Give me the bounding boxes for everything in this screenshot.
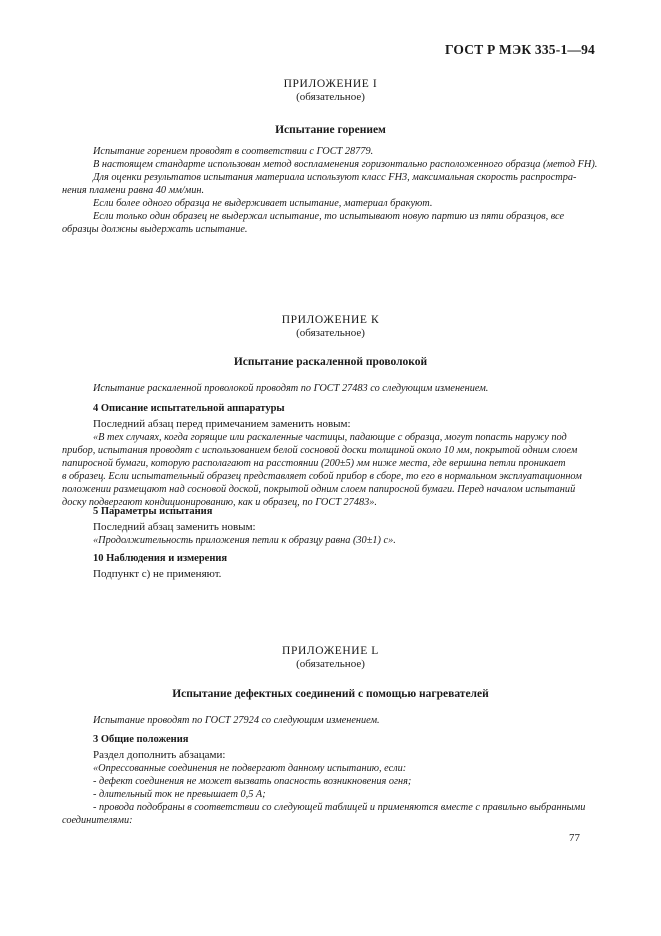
page-number: 77 bbox=[569, 832, 580, 844]
appendix-i-line: В настоящем стандарте использован метод воспламенения горизонтально расположенного образца (метод FH). bbox=[93, 159, 598, 170]
appendix-k-s4-line: прибор, испытания проводят с использованием белой сосновой доски толщиной около 10 мм, покрытой одним слоем bbox=[62, 445, 578, 456]
appendix-k-s4-line: в образец. Если испытательный образец представляет собой прибор в сборе, то его в нормальном эксплуатационном bbox=[62, 471, 582, 482]
appendix-l-heading-block bbox=[0, 645, 661, 671]
appendix-l-heading: ПРИЛОЖЕНИЕ L bbox=[282, 645, 379, 657]
appendix-i-heading-block bbox=[0, 78, 661, 104]
appendix-k-section-10-title: 10 Наблюдения и измерения bbox=[93, 553, 228, 564]
appendix-i-heading: ПРИЛОЖЕНИЕ I bbox=[283, 78, 378, 90]
appendix-l-s3-line: - дефект соединения не может вызвать опасность возникновения огня; bbox=[93, 776, 412, 787]
appendix-l-intro: Испытание проводят по ГОСТ 27924 со следующим изменением. bbox=[93, 715, 380, 726]
appendix-k-section-5-text: «Продолжительность приложения петли к образцу равна (30±1) с». bbox=[93, 535, 396, 546]
appendix-l-s3-line: соединителями: bbox=[62, 815, 133, 826]
appendix-k-s4-line: положении размещают над сосновой доской, покрытой одним слоем папиросной бумаги. Перед началом испытаний bbox=[62, 484, 576, 495]
appendix-i-line: Если только один образец не выдержал испытание, то испытывают новую партию из пяти образцов, все bbox=[93, 211, 565, 222]
appendix-l-section-3-instruction: Раздел дополнить абзацами: bbox=[93, 749, 226, 761]
appendix-k-s4-line: папиросной бумаги, которую располагают на расстоянии (200±5) мм ниже места, где вершина петли проникает bbox=[62, 458, 566, 469]
appendix-k-status: (обязательное) bbox=[296, 327, 365, 339]
appendix-i-title: Испытание горением bbox=[275, 124, 386, 136]
appendix-i-line: образцы должны выдержать испытание. bbox=[62, 224, 248, 235]
appendix-i-body bbox=[62, 145, 598, 236]
appendix-k-section-10-text: Подпункт с) не применяют. bbox=[93, 568, 222, 580]
appendix-l-section-3-title: 3 Общие положения bbox=[93, 734, 189, 745]
appendix-k-heading: ПРИЛОЖЕНИЕ К bbox=[281, 314, 380, 326]
appendix-i-line: нения пламени равна 40 мм/мин. bbox=[62, 185, 205, 196]
appendix-l-s3-line: «Опрессованные соединения не подвергают данному испытанию, если: bbox=[93, 763, 407, 774]
appendix-k-s4-line: «В тех случаях, когда горящие или раскаленные частицы, падающие с образца, могут попасть наружу под bbox=[93, 432, 567, 443]
appendix-l-s3-line: - провода подобраны в соответствии со следующей таблицей и применяются вместе с правильно выбранными bbox=[93, 802, 586, 813]
appendix-k-heading-block bbox=[0, 314, 661, 340]
appendix-i-line: Испытание горением проводят в соответствии с ГОСТ 28779. bbox=[93, 146, 374, 157]
appendix-l-status: (обязательное) bbox=[296, 658, 365, 670]
appendix-k-section-5-instruction: Последний абзац заменить новым: bbox=[93, 521, 256, 533]
appendix-k-section-4-body bbox=[62, 431, 598, 509]
document-header-code: ГОСТ Р МЭК 335-1—94 bbox=[444, 42, 595, 57]
appendix-k-title: Испытание раскаленной проволокой bbox=[233, 356, 428, 368]
appendix-l-title: Испытание дефектных соединений с помощью нагревателей bbox=[172, 688, 489, 700]
appendix-i-line: Для оценки результатов испытания материала используют класс FH3, максимальная скорость распростра- bbox=[93, 172, 577, 183]
appendix-k-section-4-title: 4 Описание испытательной аппаратуры bbox=[93, 403, 285, 414]
appendix-l-section-3-body bbox=[62, 762, 598, 827]
appendix-i-line: Если более одного образца не выдерживает испытание, материал бракуют. bbox=[93, 198, 433, 209]
appendix-k-s4-line: доску подвергают кондиционированию, как и образец, по ГОСТ 27483». bbox=[62, 497, 377, 508]
appendix-i-status: (обязательное) bbox=[296, 91, 365, 103]
appendix-k-intro: Испытание раскаленной проволокой проводят по ГОСТ 27483 со следующим изменением. bbox=[93, 383, 489, 394]
appendix-l-s3-line: - длительный ток не превышает 0,5 А; bbox=[93, 789, 266, 800]
appendix-k-section-5-title: 5 Параметры испытания bbox=[93, 506, 213, 517]
appendix-k-section-4-instruction: Последний абзац перед примечанием заменить новым: bbox=[93, 418, 351, 430]
